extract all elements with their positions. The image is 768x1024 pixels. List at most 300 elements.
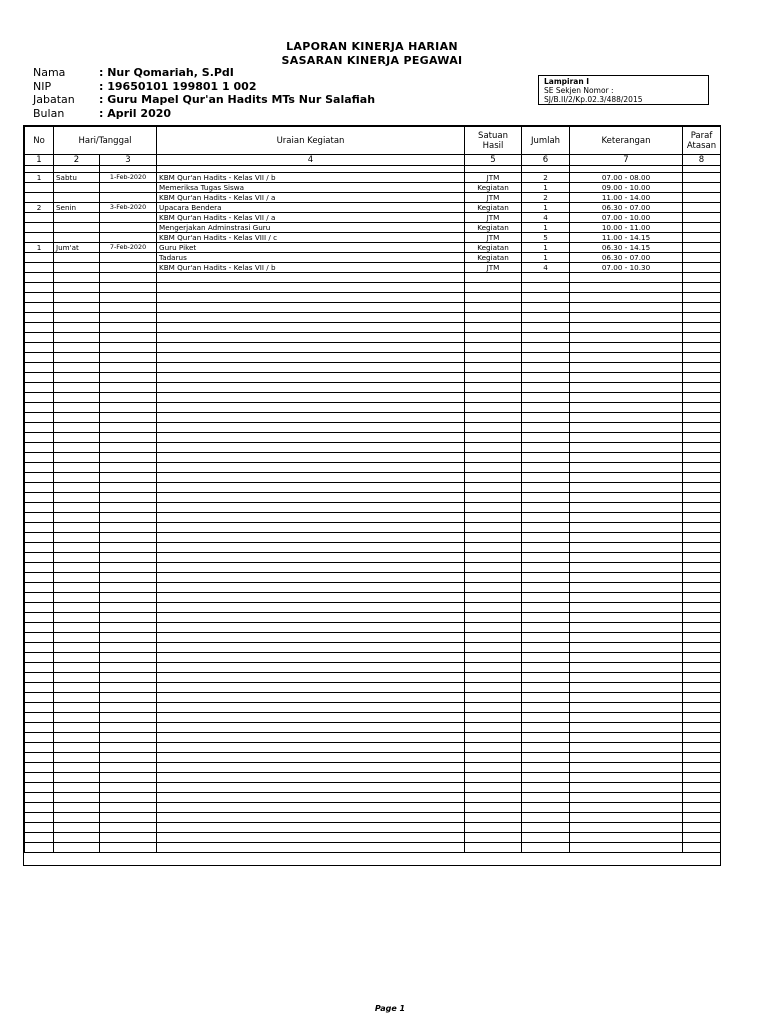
empty-cell [25, 523, 54, 533]
cell-uraian: Tadarus [157, 253, 465, 263]
cell-paraf [683, 253, 721, 263]
empty-cell [25, 593, 54, 603]
empty-cell [522, 733, 570, 743]
empty-cell [465, 443, 522, 453]
empty-row [25, 833, 721, 843]
jabatan-row [33, 93, 375, 107]
empty-cell [100, 723, 157, 733]
empty-cell [54, 733, 100, 743]
empty-cell [522, 593, 570, 603]
cell-satuan: Kegiatan [465, 253, 522, 263]
empty-row [25, 623, 721, 633]
empty-cell [570, 333, 683, 343]
empty-cell [522, 463, 570, 473]
empty-row [25, 683, 721, 693]
empty-row [25, 703, 721, 713]
table-row [25, 223, 721, 233]
table-row [25, 243, 721, 253]
empty-cell [25, 623, 54, 633]
empty-cell [465, 813, 522, 823]
empty-cell [157, 583, 465, 593]
cell-paraf [683, 243, 721, 253]
empty-cell [54, 753, 100, 763]
empty-cell [100, 543, 157, 553]
activity-table-frame [23, 125, 721, 866]
empty-cell [100, 743, 157, 753]
header-uraian: Uraian Kegiatan [157, 127, 465, 155]
spacer-cell [465, 166, 522, 173]
empty-cell [157, 783, 465, 793]
empty-cell [683, 463, 721, 473]
empty-cell [465, 323, 522, 333]
empty-cell [522, 833, 570, 843]
empty-cell [522, 843, 570, 853]
empty-cell [100, 453, 157, 463]
lampiran-box [538, 75, 709, 105]
empty-cell [522, 273, 570, 283]
empty-cell [157, 723, 465, 733]
empty-cell [522, 553, 570, 563]
empty-cell [54, 543, 100, 553]
table-row [25, 173, 721, 183]
empty-cell [100, 523, 157, 533]
empty-cell [465, 293, 522, 303]
empty-cell [570, 663, 683, 673]
empty-cell [465, 713, 522, 723]
table-row [25, 183, 721, 193]
empty-cell [54, 563, 100, 573]
empty-cell [522, 423, 570, 433]
empty-cell [25, 553, 54, 563]
empty-cell [570, 343, 683, 353]
cell-hari [54, 183, 100, 193]
table-row [25, 203, 721, 213]
empty-cell [522, 333, 570, 343]
empty-cell [157, 643, 465, 653]
empty-cell [25, 753, 54, 763]
empty-cell [465, 793, 522, 803]
empty-cell [683, 823, 721, 833]
cell-keterangan: 11.00 - 14.00 [570, 193, 683, 203]
empty-cell [25, 303, 54, 313]
empty-cell [570, 793, 683, 803]
empty-cell [570, 733, 683, 743]
cell-uraian: KBM Qur'an Hadits - Kelas VII / b [157, 263, 465, 273]
empty-cell [570, 283, 683, 293]
empty-cell [465, 353, 522, 363]
cell-jumlah: 1 [522, 223, 570, 233]
empty-cell [54, 373, 100, 383]
empty-cell [570, 353, 683, 363]
empty-row [25, 303, 721, 313]
empty-cell [100, 583, 157, 593]
empty-cell [54, 643, 100, 653]
empty-cell [54, 833, 100, 843]
empty-row [25, 533, 721, 543]
empty-cell [100, 783, 157, 793]
empty-cell [570, 393, 683, 403]
empty-row [25, 313, 721, 323]
empty-cell [570, 513, 683, 523]
nama-label: Nama [33, 66, 66, 79]
empty-cell [157, 773, 465, 783]
empty-cell [570, 363, 683, 373]
cell-hari [54, 263, 100, 273]
cell-paraf [683, 173, 721, 183]
empty-cell [54, 783, 100, 793]
empty-cell [683, 443, 721, 453]
empty-cell [465, 683, 522, 693]
empty-cell [100, 623, 157, 633]
empty-cell [54, 823, 100, 833]
empty-cell [54, 793, 100, 803]
empty-cell [570, 453, 683, 463]
empty-cell [522, 343, 570, 353]
empty-cell [683, 573, 721, 583]
empty-row [25, 563, 721, 573]
empty-cell [157, 823, 465, 833]
empty-cell [570, 373, 683, 383]
cell-paraf [683, 183, 721, 193]
cell-satuan: JTM [465, 173, 522, 183]
empty-cell [54, 703, 100, 713]
empty-cell [25, 683, 54, 693]
empty-cell [25, 643, 54, 653]
empty-cell [570, 543, 683, 553]
empty-cell [100, 423, 157, 433]
empty-cell [683, 743, 721, 753]
empty-cell [100, 823, 157, 833]
empty-cell [683, 603, 721, 613]
empty-cell [683, 713, 721, 723]
activity-table [24, 126, 721, 853]
empty-row [25, 323, 721, 333]
empty-cell [54, 553, 100, 563]
empty-cell [157, 393, 465, 403]
empty-cell [100, 843, 157, 853]
empty-cell [54, 573, 100, 583]
empty-cell [100, 803, 157, 813]
empty-cell [54, 333, 100, 343]
bulan-row [33, 107, 375, 121]
empty-cell [570, 723, 683, 733]
empty-cell [54, 353, 100, 363]
cell-jumlah: 1 [522, 203, 570, 213]
empty-cell [683, 733, 721, 743]
empty-cell [54, 413, 100, 423]
empty-cell [100, 753, 157, 763]
jabatan-value: : Guru Mapel Qur'an Hadits MTs Nur Salafiah [99, 93, 376, 106]
empty-cell [157, 483, 465, 493]
empty-cell [683, 763, 721, 773]
table-row [25, 253, 721, 263]
empty-cell [100, 273, 157, 283]
empty-row [25, 523, 721, 533]
empty-cell [522, 413, 570, 423]
empty-cell [25, 743, 54, 753]
table-row [25, 213, 721, 223]
empty-cell [683, 483, 721, 493]
empty-cell [100, 483, 157, 493]
cell-keterangan: 09.00 - 10.00 [570, 183, 683, 193]
empty-cell [25, 533, 54, 543]
empty-cell [570, 703, 683, 713]
empty-cell [25, 423, 54, 433]
empty-cell [570, 403, 683, 413]
empty-cell [465, 693, 522, 703]
cell-tanggal: 7-Feb-2020 [100, 243, 157, 253]
spacer-cell [25, 166, 54, 173]
empty-cell [157, 573, 465, 583]
empty-cell [570, 573, 683, 583]
cell-jumlah: 4 [522, 213, 570, 223]
empty-cell [683, 513, 721, 523]
empty-cell [522, 613, 570, 623]
empty-cell [522, 493, 570, 503]
empty-cell [100, 313, 157, 323]
empty-cell [570, 603, 683, 613]
empty-cell [157, 513, 465, 523]
empty-cell [522, 383, 570, 393]
empty-cell [157, 603, 465, 613]
empty-cell [54, 843, 100, 853]
empty-cell [157, 763, 465, 773]
empty-cell [465, 393, 522, 403]
employee-info [33, 66, 375, 120]
cell-jumlah: 1 [522, 243, 570, 253]
empty-cell [157, 793, 465, 803]
empty-cell [100, 713, 157, 723]
empty-cell [570, 563, 683, 573]
empty-row [25, 643, 721, 653]
empty-cell [25, 773, 54, 783]
cell-hari [54, 213, 100, 223]
empty-cell [522, 723, 570, 733]
empty-cell [54, 513, 100, 523]
empty-cell [157, 353, 465, 363]
empty-cell [570, 523, 683, 533]
empty-cell [100, 403, 157, 413]
empty-cell [157, 413, 465, 423]
empty-cell [25, 363, 54, 373]
empty-cell [100, 643, 157, 653]
empty-row [25, 273, 721, 283]
empty-cell [570, 423, 683, 433]
empty-cell [683, 793, 721, 803]
table-row [25, 263, 721, 273]
empty-cell [465, 613, 522, 623]
empty-cell [570, 313, 683, 323]
empty-cell [157, 663, 465, 673]
empty-cell [570, 383, 683, 393]
empty-cell [522, 663, 570, 673]
empty-cell [465, 423, 522, 433]
empty-cell [54, 803, 100, 813]
empty-cell [683, 383, 721, 393]
empty-row [25, 583, 721, 593]
cell-no: 1 [25, 173, 54, 183]
empty-cell [570, 533, 683, 543]
empty-cell [25, 493, 54, 503]
cell-tanggal: 1-Feb-2020 [100, 173, 157, 183]
empty-cell [522, 303, 570, 313]
spacer-cell [100, 166, 157, 173]
empty-cell [683, 423, 721, 433]
empty-row [25, 403, 721, 413]
empty-row [25, 503, 721, 513]
empty-cell [465, 303, 522, 313]
cell-keterangan: 06.30 - 07.00 [570, 253, 683, 263]
empty-cell [25, 823, 54, 833]
empty-cell [465, 623, 522, 633]
empty-cell [157, 633, 465, 643]
empty-cell [100, 353, 157, 363]
empty-cell [157, 673, 465, 683]
empty-cell [522, 313, 570, 323]
empty-row [25, 373, 721, 383]
empty-cell [157, 463, 465, 473]
empty-cell [157, 273, 465, 283]
empty-cell [157, 363, 465, 373]
header-paraf: Paraf Atasan [683, 127, 721, 155]
empty-cell [25, 603, 54, 613]
empty-cell [100, 493, 157, 503]
empty-cell [25, 443, 54, 453]
empty-row [25, 633, 721, 643]
empty-cell [683, 723, 721, 733]
empty-cell [54, 403, 100, 413]
empty-cell [157, 703, 465, 713]
empty-cell [157, 683, 465, 693]
cell-no [25, 233, 54, 243]
empty-cell [25, 663, 54, 673]
empty-cell [100, 633, 157, 643]
empty-cell [54, 313, 100, 323]
cell-satuan: JTM [465, 233, 522, 243]
empty-cell [100, 343, 157, 353]
empty-cell [465, 573, 522, 583]
cell-tanggal [100, 253, 157, 263]
empty-cell [157, 553, 465, 563]
empty-cell [157, 533, 465, 543]
empty-cell [465, 773, 522, 783]
empty-cell [570, 803, 683, 813]
empty-cell [465, 473, 522, 483]
empty-cell [54, 453, 100, 463]
empty-cell [100, 563, 157, 573]
spacer-cell [570, 166, 683, 173]
empty-cell [683, 433, 721, 443]
empty-cell [25, 343, 54, 353]
colnum-2: 2 [54, 155, 100, 166]
empty-cell [570, 483, 683, 493]
cell-jumlah: 2 [522, 193, 570, 203]
empty-cell [465, 543, 522, 553]
empty-row [25, 463, 721, 473]
empty-cell [465, 843, 522, 853]
empty-cell [683, 753, 721, 763]
empty-cell [465, 503, 522, 513]
cell-satuan: Kegiatan [465, 183, 522, 193]
empty-cell [25, 563, 54, 573]
empty-cell [522, 823, 570, 833]
empty-cell [54, 593, 100, 603]
nip-label: NIP [33, 79, 52, 93]
empty-cell [570, 583, 683, 593]
empty-cell [522, 563, 570, 573]
empty-cell [522, 703, 570, 713]
empty-cell [570, 753, 683, 763]
empty-cell [157, 443, 465, 453]
empty-cell [522, 503, 570, 513]
empty-cell [54, 443, 100, 453]
empty-cell [683, 643, 721, 653]
empty-cell [570, 443, 683, 453]
empty-cell [100, 733, 157, 743]
cell-no [25, 213, 54, 223]
cell-jumlah: 1 [522, 253, 570, 263]
empty-row [25, 283, 721, 293]
empty-row [25, 343, 721, 353]
empty-cell [683, 523, 721, 533]
empty-cell [683, 453, 721, 463]
empty-cell [522, 683, 570, 693]
empty-cell [157, 563, 465, 573]
empty-cell [25, 323, 54, 333]
header-keterangan: Keterangan [570, 127, 683, 155]
table-row [25, 193, 721, 203]
empty-row [25, 823, 721, 833]
empty-cell [25, 543, 54, 553]
cell-paraf [683, 213, 721, 223]
empty-cell [570, 293, 683, 303]
empty-cell [465, 633, 522, 643]
empty-cell [570, 553, 683, 563]
empty-cell [522, 543, 570, 553]
empty-cell [54, 293, 100, 303]
empty-cell [570, 773, 683, 783]
empty-cell [522, 363, 570, 373]
empty-cell [683, 403, 721, 413]
empty-cell [54, 433, 100, 443]
empty-cell [522, 693, 570, 703]
empty-cell [522, 443, 570, 453]
empty-row [25, 353, 721, 363]
empty-cell [683, 593, 721, 603]
cell-satuan: JTM [465, 263, 522, 273]
empty-cell [683, 413, 721, 423]
empty-cell [522, 523, 570, 533]
empty-cell [683, 773, 721, 783]
empty-cell [570, 323, 683, 333]
empty-cell [54, 713, 100, 723]
spacer-cell [683, 166, 721, 173]
empty-cell [522, 323, 570, 333]
empty-cell [25, 293, 54, 303]
empty-cell [157, 453, 465, 463]
empty-cell [465, 823, 522, 833]
empty-cell [465, 653, 522, 663]
empty-cell [522, 293, 570, 303]
empty-cell [465, 733, 522, 743]
empty-cell [683, 583, 721, 593]
cell-hari: Sabtu [54, 173, 100, 183]
empty-cell [25, 733, 54, 743]
empty-cell [157, 293, 465, 303]
empty-cell [157, 283, 465, 293]
colnum-5: 5 [465, 155, 522, 166]
empty-cell [157, 613, 465, 623]
